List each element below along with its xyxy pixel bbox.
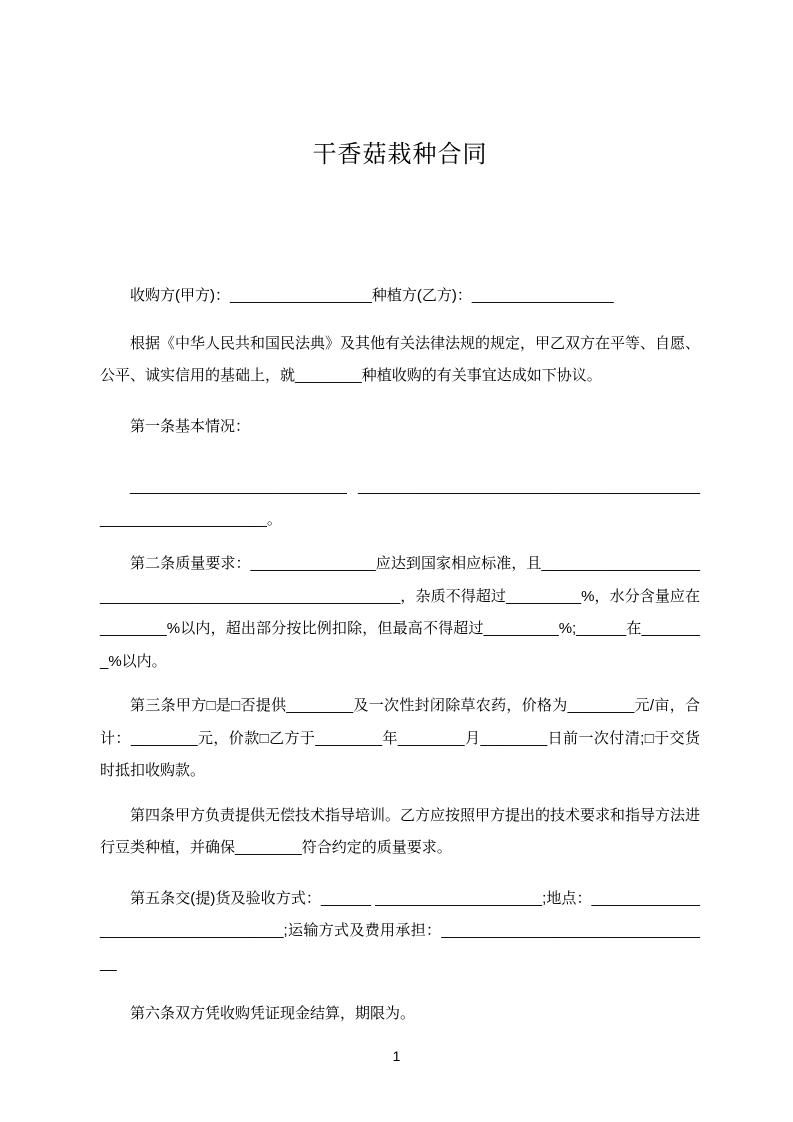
clause-1-blank-line: __________________________ _____________________________________________________________。: [100, 478, 700, 528]
parties-line: [100, 280, 700, 313]
grower-name-blank: _________________: [471, 287, 614, 304]
clause-6-paragraph: 第六条双方凭收购凭证现金结算，期限为。: [130, 1005, 416, 1022]
buyer-name-blank: _________________: [230, 287, 372, 304]
clause-5-paragraph: 第五条交(提)货及验收方式：______ ____________________;地点：___________________________________;运输方式及费用承担：_________________________________: [100, 889, 700, 972]
clause-2-paragraph: 第二条质量要求：_______________应达到国家相应标准，且_______________________________________________________，杂质不得超过_________%，水分含量应在________%以内，超出部分按比例扣除，但最高不得超过_________%;______在________%以内。: [100, 555, 700, 670]
preamble-paragraph: 根据《中华人民共和国民法典》及其他有关法律法规的规定，甲乙双方在平等、自愿、公平、诚实信用的基础上，就________种植收购的有关事宜达成如下协议。: [100, 334, 701, 384]
clause-1-heading: 第一条基本情况：: [130, 417, 251, 435]
clause-4-paragraph: 第四条甲方负责提供无偿技术指导培训。乙方应按照甲方提出的技术要求和指导方法进行豆类种植，并确保________符合约定的质量要求。: [100, 806, 701, 856]
document-content: [100, 0, 700, 1031]
buyer-label: 收购方(甲方)：: [130, 287, 230, 304]
clause-3-paragraph: 第三条甲方□是□否提供________及一次性封闭除草农药，价格为________元/亩，合计：________元，价款□乙方于________年________月________日前一次付清;□于交货时抵扣收购款。: [100, 697, 700, 779]
grower-label: 种植方(乙方)：: [371, 287, 472, 304]
document-title: 干香菇栽种合同: [312, 141, 488, 168]
page-number: 1: [392, 1048, 401, 1064]
